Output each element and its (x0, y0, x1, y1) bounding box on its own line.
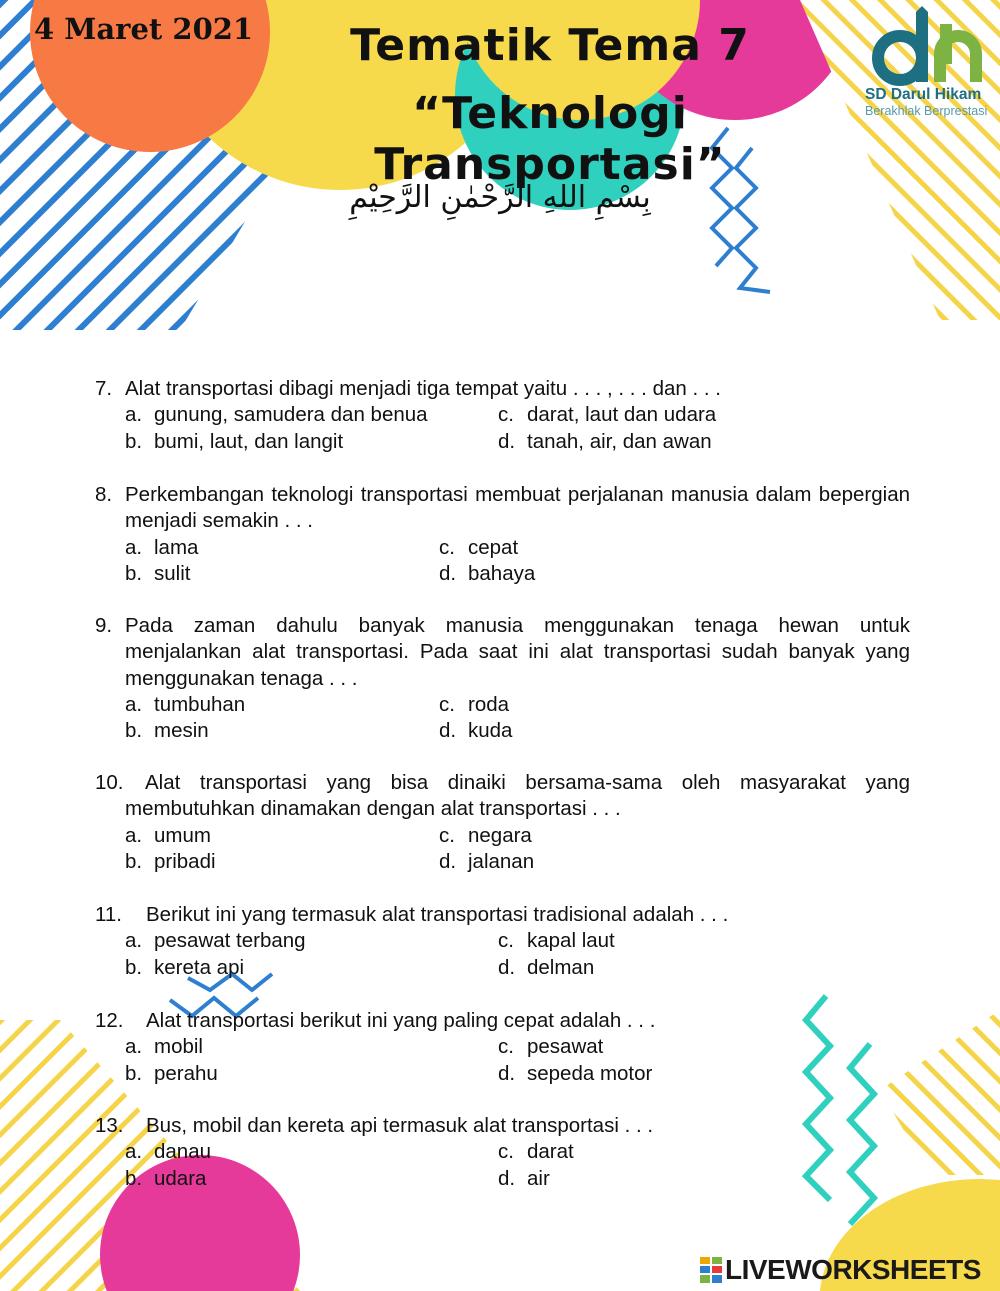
question-number: 8. (95, 483, 113, 506)
option-b[interactable]: b. pribadi (125, 849, 216, 873)
option-a[interactable]: a. umum (125, 823, 211, 847)
question-text: Alat transportasi dibagi menjadi tiga tempat yaitu . . . , . . . dan . . . (125, 377, 721, 400)
option-c[interactable]: c. darat (498, 1140, 574, 1164)
option-c[interactable]: c. kapal laut (498, 929, 615, 953)
liveworksheets-brand: LIVEWORKSHEETS (725, 1254, 981, 1285)
option-b[interactable]: b. udara (125, 1166, 207, 1190)
option-a[interactable]: a. mobil (125, 1035, 203, 1059)
option-b[interactable]: b. mesin (125, 719, 209, 743)
question-number: 11. (95, 903, 122, 926)
option-c[interactable]: c. pesawat (498, 1035, 604, 1059)
worksheet-title: Tematik Tema 7 (350, 20, 750, 71)
option-d[interactable]: d. bahaya (439, 561, 536, 585)
option-d[interactable]: d. jalanan (439, 849, 535, 873)
option-c[interactable]: c. negara (439, 823, 532, 847)
option-d[interactable]: d. delman (498, 955, 595, 979)
option-b[interactable]: b. bumi, laut, dan langit (125, 429, 344, 453)
school-name: SD Darul Hikam (865, 86, 982, 103)
question-number: 9. (95, 614, 113, 637)
liveworksheets-logo-icon (700, 1257, 722, 1283)
worksheet-subtitle: “Teknologi Transportasi” (374, 88, 726, 190)
question-item (95, 376, 910, 455)
question-item (95, 902, 910, 981)
question-number: 7. (95, 377, 113, 400)
question-item (95, 613, 910, 744)
option-a[interactable]: a. pesawat terbang (125, 929, 306, 953)
option-b[interactable]: b. perahu (125, 1061, 218, 1085)
option-c[interactable]: c. cepat (439, 535, 519, 559)
option-a[interactable]: a. lama (125, 535, 199, 559)
option-a[interactable]: a. danau (125, 1140, 212, 1164)
question-item (95, 770, 910, 875)
question-text: Bus, mobil dan kereta api termasuk alat transportasi . . . (146, 1114, 654, 1137)
option-b[interactable]: b. kereta api (125, 955, 245, 979)
option-d[interactable]: d. sepeda motor (498, 1061, 653, 1085)
option-a[interactable]: a. tumbuhan (125, 692, 246, 716)
question-item (95, 1113, 910, 1192)
option-c[interactable]: c. roda (439, 692, 510, 716)
question-number: 13. (95, 1114, 124, 1137)
option-d[interactable]: d. air (498, 1166, 550, 1190)
question-text: Perkembangan teknologi transportasi membuat perjalanan manusia dalam bepergian menjadi semakin . . . (125, 483, 910, 533)
worksheet-date: 4 Maret 2021 (34, 12, 254, 46)
school-tagline: Berakhlak Berprestasi (865, 104, 988, 118)
question-number: 10. (95, 771, 124, 794)
option-b[interactable]: b. sulit (125, 561, 191, 585)
question-item (95, 1008, 910, 1087)
liveworksheets-footer (700, 1254, 981, 1286)
option-c[interactable]: c. darat, laut dan udara (498, 403, 717, 427)
option-d[interactable]: d. tanah, air, dan awan (498, 429, 712, 453)
option-d[interactable]: d. kuda (439, 719, 513, 743)
question-text: Berikut ini yang termasuk alat transportasi tradisional adalah . . . (146, 903, 729, 926)
basmalah-calligraphy: بِسْمِ اللهِ الرَّحْمٰنِ الرَّحِيْمِ (349, 180, 651, 215)
option-a[interactable]: a. gunung, samudera dan benua (125, 403, 428, 427)
question-number: 12. (95, 1009, 124, 1032)
question-text: Pada zaman dahulu banyak manusia menggunakan tenaga hewan untuk menjalankan alat transportasi. Pada saat ini alat transportasi sudah banyak yang menggunakan tenaga . . . (125, 614, 910, 690)
question-text: Alat transportasi yang bisa dinaiki bersama-sama oleh masyarakat yang membutuhkan dinamakan dengan alat transportasi . . . (125, 771, 910, 821)
question-text: Alat transportasi berikut ini yang paling cepat adalah . . . (146, 1009, 656, 1032)
question-item (95, 482, 910, 587)
